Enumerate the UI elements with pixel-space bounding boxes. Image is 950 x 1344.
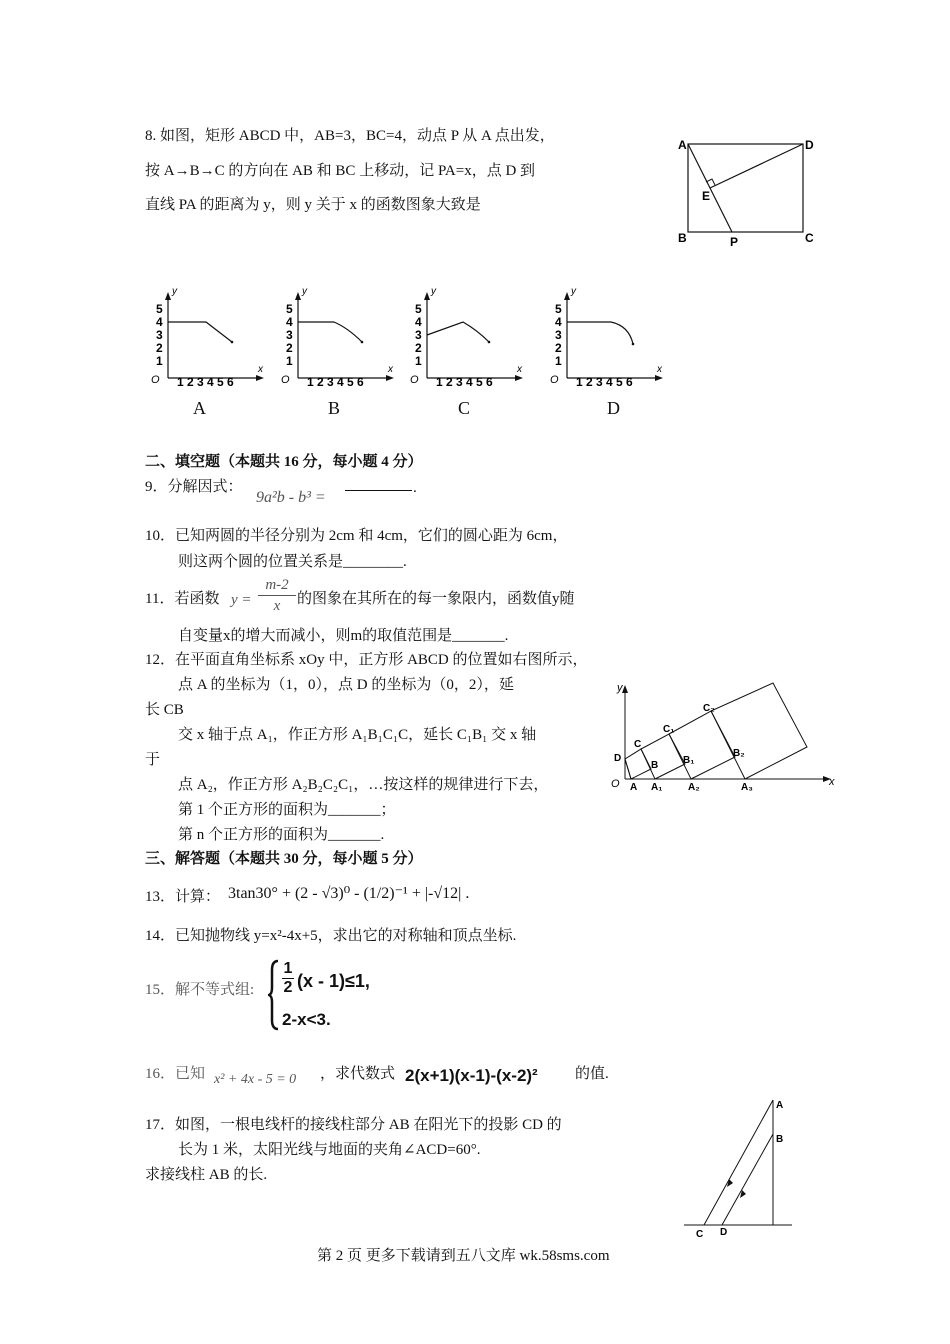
graph-label-A: A	[193, 398, 206, 418]
q15-half-num: 1	[283, 960, 293, 977]
svg-text:y: y	[431, 286, 436, 297]
svg-text:C₂: C₂	[703, 703, 715, 714]
q11-y: y =	[231, 592, 252, 608]
graph-A-svg	[148, 282, 273, 392]
q17-line2: 长为 1 米，太阳光线与地面的夹角∠ACD=60°.	[178, 1142, 481, 1158]
svg-text:3: 3	[156, 328, 163, 342]
q12-line1: 12．在平面直角坐标系 xOy 中，正方形 ABCD 的位置如右图所示，	[145, 652, 588, 668]
q15-half-den: 2	[283, 979, 293, 996]
q12-squares-figure	[605, 675, 845, 795]
svg-text:1: 1	[555, 354, 562, 368]
section2-heading: 二、填空题（本题共 16 分，每小题 4 分）	[145, 454, 423, 470]
q16-expression: 2(x+1)(x-1)-(x-2)²	[405, 1066, 538, 1085]
q15-line1: (x - 1)≤1,	[297, 971, 370, 991]
svg-text:4: 4	[555, 315, 562, 329]
q8-line2: 按 A→B→C 的方向在 AB 和 BC 上移动，记 PA=x，点 D 到	[145, 163, 536, 179]
svg-text:x: x	[388, 364, 393, 375]
graph-label-C: C	[458, 398, 471, 418]
svg-text:4: 4	[286, 315, 293, 329]
q12-line8: 第 n 个正方形的面积为_______.	[178, 827, 385, 843]
q16-mid: ，求代数式	[320, 1066, 396, 1082]
q13-expression: 3tan30° + (2 - √3)⁰ - (1/2)⁻¹ + |-√12| .	[228, 885, 470, 902]
svg-text:B₂: B₂	[733, 748, 745, 759]
svg-text:D: D	[614, 753, 622, 764]
label-B: B	[678, 231, 687, 245]
q9-expression: 9a²b - b³ =	[256, 489, 326, 506]
graph-option-A	[148, 282, 273, 397]
svg-text:3: 3	[415, 328, 422, 342]
label-C: C	[805, 231, 814, 245]
section3-heading: 三、解答题（本题共 30 分，每小题 5 分）	[145, 851, 423, 867]
svg-text:A: A	[776, 1100, 784, 1111]
svg-text:A₃: A₃	[741, 782, 753, 793]
q15-line2: 2-x<3.	[282, 1010, 331, 1029]
svg-text:4: 4	[156, 315, 163, 329]
svg-text:1 2 3 4 5 6: 1 2 3 4 5 6	[436, 375, 493, 389]
svg-text:5: 5	[286, 302, 293, 316]
q11-numerator: m-2	[258, 575, 296, 596]
svg-text:y: y	[172, 286, 177, 297]
graph-label-D: D	[607, 398, 620, 418]
svg-text:C₁: C₁	[663, 724, 675, 735]
graph-option-B	[278, 282, 403, 397]
q11-prefix: 11．若函数	[145, 591, 220, 607]
q11-denominator: x	[273, 598, 281, 614]
q11-line2: 自变量x的增大而减小，则m的取值范围是_______.	[178, 628, 509, 644]
svg-text:5: 5	[555, 302, 562, 316]
svg-text:O: O	[281, 374, 290, 386]
svg-text:C: C	[696, 1229, 704, 1240]
graph-option-D	[547, 282, 672, 397]
graph-B-svg	[278, 282, 403, 392]
svg-text:x: x	[657, 364, 662, 375]
svg-text:A: A	[630, 782, 638, 793]
svg-text:y: y	[302, 286, 307, 297]
q17-pole-figure	[680, 1090, 800, 1242]
svg-text:x: x	[258, 364, 263, 375]
svg-text:2: 2	[415, 341, 422, 355]
q9-prefix: 9．分解因式：	[145, 479, 243, 495]
label-P: P	[730, 235, 739, 249]
q12-line7: 第 1 个正方形的面积为_______；	[178, 802, 396, 818]
q15-brace	[268, 958, 282, 1032]
q14: 14．已知抛物线 y=x²-4x+5，求出它的对称轴和顶点坐标.	[145, 928, 517, 944]
svg-text:4: 4	[415, 315, 422, 329]
svg-text:1 2 3 4 5 6: 1 2 3 4 5 6	[177, 375, 234, 389]
q9-answer-blank	[345, 490, 412, 491]
q10-line1: 10．已知两圆的半径分别为 2cm 和 4cm，它们的圆心距为 6cm，	[145, 528, 568, 544]
q8-line3: 直线 PA 的距离为 y，则 y 关于 x 的函数图象大致是	[145, 197, 481, 213]
svg-text:x: x	[829, 776, 835, 788]
svg-text:B₁: B₁	[683, 755, 695, 766]
svg-text:O: O	[550, 374, 559, 386]
page-footer: 第 2 页 更多下载请到五八文库 wk.58sms.com	[317, 1248, 610, 1264]
svg-text:3: 3	[286, 328, 293, 342]
svg-text:2: 2	[286, 341, 293, 355]
q11-fraction	[258, 575, 296, 616]
q15-prefix: 15．解不等式组:	[145, 982, 255, 998]
svg-text:1: 1	[415, 354, 422, 368]
graph-option-C	[407, 282, 532, 397]
svg-text:B: B	[776, 1134, 784, 1145]
svg-text:A₂: A₂	[688, 782, 700, 793]
svg-text:2: 2	[156, 341, 163, 355]
q11-suffix: 的图象在其所在的每一象限内，函数值y随	[297, 591, 575, 607]
svg-text:1 2 3 4 5 6: 1 2 3 4 5 6	[576, 375, 633, 389]
q12-line5: 于	[145, 752, 161, 768]
svg-text:O: O	[410, 374, 419, 386]
q12-line4: 交 x 轴于点 A₁，作正方形 A₁B₁C₁C，延长 C₁B₁ 交 x 轴	[178, 727, 537, 743]
graph-label-B: B	[328, 398, 341, 418]
svg-text:O: O	[611, 778, 620, 790]
svg-text:2: 2	[555, 341, 562, 355]
q16-prefix: 16．已知	[145, 1066, 206, 1082]
svg-text:1: 1	[156, 354, 163, 368]
label-A: A	[678, 138, 687, 152]
q16-condition: x² + 4x - 5 = 0	[214, 1072, 297, 1087]
svg-text:5: 5	[415, 302, 422, 316]
q8-line1: 8. 如图，矩形 ABCD 中，AB=3，BC=4，动点 P 从 A 点出发，	[145, 128, 555, 144]
graph-C-svg	[407, 282, 532, 392]
q13-prefix: 13．计算：	[145, 889, 221, 905]
label-E: E	[702, 189, 711, 203]
svg-text:B: B	[651, 760, 659, 771]
svg-text:D: D	[720, 1227, 728, 1238]
q17-line1: 17．如图，一根电线杆的接线柱部分 AB 在阳光下的投影 CD 的	[145, 1117, 562, 1133]
svg-text:C: C	[634, 739, 642, 750]
q9-period: .	[413, 480, 417, 496]
q16-suffix: 的值.	[575, 1066, 609, 1082]
svg-text:1: 1	[286, 354, 293, 368]
svg-text:y: y	[617, 682, 623, 694]
svg-text:x: x	[517, 364, 522, 375]
q12-line2: 点 A 的坐标为（1，0），点 D 的坐标为（0，2），延	[178, 677, 514, 693]
label-D: D	[805, 138, 814, 152]
q12-line6: 点 A₂，作正方形 A₂B₂C₂C₁，…按这样的规律进行下去，	[178, 777, 549, 793]
q15-half-fraction	[282, 960, 294, 997]
svg-text:O: O	[151, 374, 160, 386]
svg-text:5: 5	[156, 302, 163, 316]
q8-rectangle-figure	[670, 130, 820, 255]
q17-line3: 求接线柱 AB 的长.	[145, 1167, 268, 1183]
svg-text:A₁: A₁	[651, 782, 663, 793]
svg-text:1 2 3 4 5 6: 1 2 3 4 5 6	[307, 375, 364, 389]
svg-text:y: y	[571, 286, 576, 297]
graph-D-svg	[547, 282, 672, 392]
q12-line3: 长 CB	[145, 702, 184, 718]
svg-text:3: 3	[555, 328, 562, 342]
q10-line2: 则这两个圆的位置关系是________.	[178, 554, 407, 570]
